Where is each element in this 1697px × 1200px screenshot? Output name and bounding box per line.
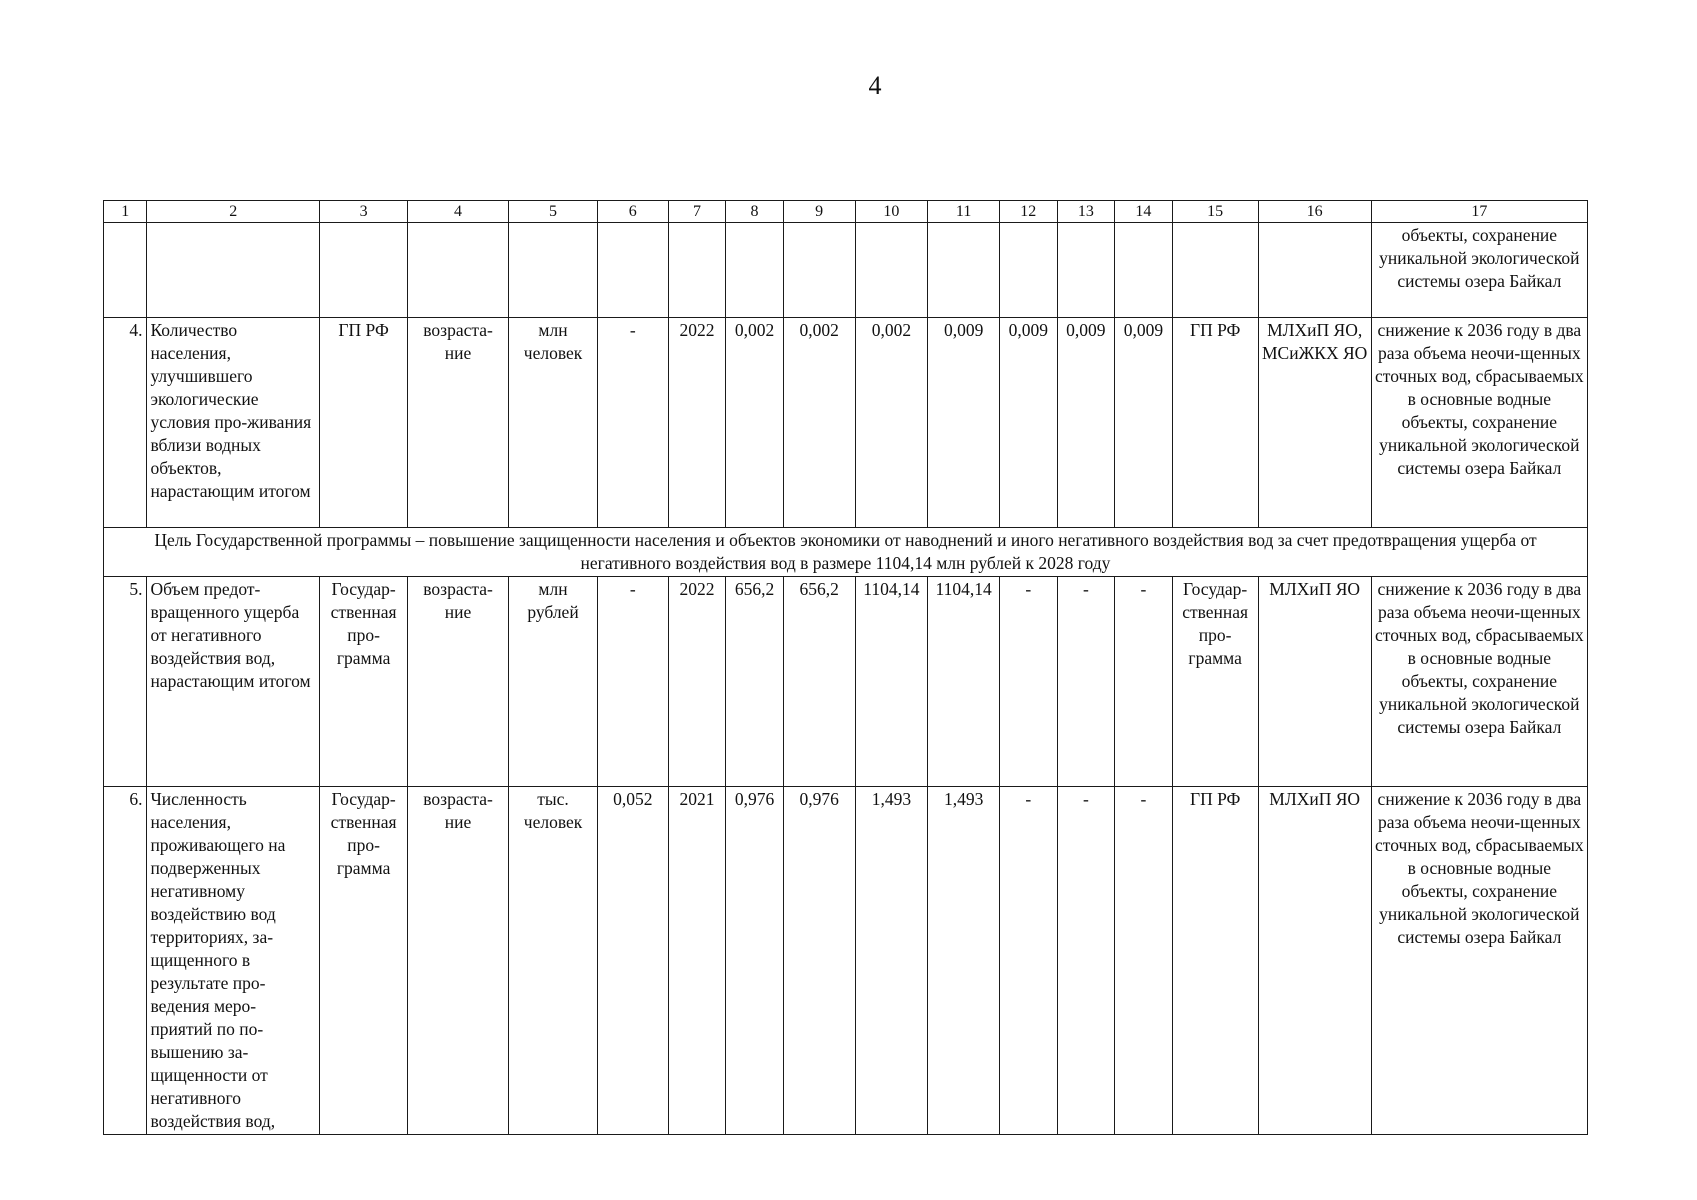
unit-cell: млн человек <box>509 318 598 528</box>
col-header-3: 3 <box>320 201 408 223</box>
value-cell: 1,493 <box>928 787 1000 1135</box>
empty-cell <box>1258 223 1371 318</box>
col-header-10: 10 <box>855 201 928 223</box>
base-value-cell: - <box>597 318 668 528</box>
effect-cell: снижение к 2036 году в два раза объема неочи-щенных сточных вод, сбрасываемых в основные водные объекты, сохранение уникальной экологической системы озера Байкал <box>1371 318 1587 528</box>
empty-cell <box>320 223 408 318</box>
value-cell: 656,2 <box>726 577 784 787</box>
value-cell: - <box>999 577 1057 787</box>
trend-cell: возраста-ние <box>408 318 509 528</box>
value-cell: - <box>1057 577 1115 787</box>
value-cell: 1104,14 <box>855 577 928 787</box>
effect-cell: объекты, сохранение уникальной экологической системы озера Байкал <box>1371 223 1587 318</box>
row-number: 4. <box>104 318 147 528</box>
col-header-17: 17 <box>1371 201 1587 223</box>
value-cell: 0,009 <box>1115 318 1173 528</box>
link-cell: Государ-ственная про-грамма <box>1172 577 1258 787</box>
table-row-continuation <box>104 223 1588 318</box>
value-cell: 0,002 <box>855 318 928 528</box>
indicator-name: Численность населения, проживающего на подверженных негативному воздействию вод территориях, за-щищенного в результате про-ведения меро-приятий по по-вышению за-щищенности от негативного воздействия вод, <box>147 787 320 1135</box>
col-header-4: 4 <box>408 201 509 223</box>
table-row <box>104 577 1588 787</box>
empty-cell <box>726 223 784 318</box>
base-year-cell: 2022 <box>668 318 726 528</box>
empty-cell <box>147 223 320 318</box>
unit-cell: млн рублей <box>509 577 598 787</box>
table-row <box>104 318 1588 528</box>
source-cell: ГП РФ <box>320 318 408 528</box>
empty-cell <box>928 223 1000 318</box>
empty-cell <box>1115 223 1173 318</box>
col-header-1: 1 <box>104 201 147 223</box>
empty-cell <box>1172 223 1258 318</box>
trend-cell: возраста-ние <box>408 787 509 1135</box>
base-value-cell: 0,052 <box>597 787 668 1135</box>
link-cell: ГП РФ <box>1172 787 1258 1135</box>
header-row <box>104 201 1588 223</box>
responsible-cell: МЛХиП ЯО <box>1258 577 1371 787</box>
indicators-table <box>103 200 1588 1135</box>
page-number: 4 <box>868 71 882 100</box>
col-header-15: 15 <box>1172 201 1258 223</box>
value-cell: 0,009 <box>928 318 1000 528</box>
empty-cell <box>1057 223 1115 318</box>
goal-row <box>104 528 1588 577</box>
value-cell: 0,976 <box>783 787 855 1135</box>
value-cell: 0,976 <box>726 787 784 1135</box>
col-header-8: 8 <box>726 201 784 223</box>
empty-cell <box>104 223 147 318</box>
col-header-7: 7 <box>668 201 726 223</box>
unit-cell: тыс. человек <box>509 787 598 1135</box>
indicator-name: Количество населения, улучшившего экологические условия про-живания вблизи водных объектов, нарастающим итогом <box>147 318 320 528</box>
empty-cell <box>999 223 1057 318</box>
base-value-cell: - <box>597 577 668 787</box>
source-cell: Государ-ственная про-грамма <box>320 577 408 787</box>
responsible-cell: МЛХиП ЯО <box>1258 787 1371 1135</box>
value-cell: - <box>1057 787 1115 1135</box>
col-header-6: 6 <box>597 201 668 223</box>
value-cell: 1104,14 <box>928 577 1000 787</box>
row-number: 5. <box>104 577 147 787</box>
empty-cell <box>855 223 928 318</box>
link-cell: ГП РФ <box>1172 318 1258 528</box>
responsible-cell: МЛХиП ЯО, МСиЖКХ ЯО <box>1258 318 1371 528</box>
col-header-5: 5 <box>509 201 598 223</box>
effect-cell: снижение к 2036 году в два раза объема неочи-щенных сточных вод, сбрасываемых в основные водные объекты, сохранение уникальной экологической системы озера Байкал <box>1371 787 1587 1135</box>
col-header-13: 13 <box>1057 201 1115 223</box>
row-number: 6. <box>104 787 147 1135</box>
value-cell: 0,002 <box>783 318 855 528</box>
effect-cell: снижение к 2036 году в два раза объема неочи-щенных сточных вод, сбрасываемых в основные водные объекты, сохранение уникальной экологической системы озера Байкал <box>1371 577 1587 787</box>
value-cell: 0,002 <box>726 318 784 528</box>
trend-cell: возраста-ние <box>408 577 509 787</box>
col-header-14: 14 <box>1115 201 1173 223</box>
col-header-16: 16 <box>1258 201 1371 223</box>
program-goal-text: Цель Государственной программы – повышение защищенности населения и объектов экономики от наводнений и иного негативного воздействия вод за счет предотвращения ущерба от негативного воздействия вод в размере 1104,14 млн рублей к 2028 году <box>104 528 1588 577</box>
source-cell: Государ-ственная про-грамма <box>320 787 408 1135</box>
empty-cell <box>597 223 668 318</box>
value-cell: 1,493 <box>855 787 928 1135</box>
value-cell: 0,009 <box>999 318 1057 528</box>
value-cell: - <box>1115 577 1173 787</box>
empty-cell <box>509 223 598 318</box>
col-header-12: 12 <box>999 201 1057 223</box>
base-year-cell: 2021 <box>668 787 726 1135</box>
base-year-cell: 2022 <box>668 577 726 787</box>
col-header-9: 9 <box>783 201 855 223</box>
table-row <box>104 787 1588 1135</box>
value-cell: - <box>1115 787 1173 1135</box>
value-cell: - <box>999 787 1057 1135</box>
indicator-name: Объем предот-вращенного ущерба от негативного воздействия вод, нарастающим итогом <box>147 577 320 787</box>
col-header-11: 11 <box>928 201 1000 223</box>
value-cell: 656,2 <box>783 577 855 787</box>
col-header-2: 2 <box>147 201 320 223</box>
empty-cell <box>783 223 855 318</box>
empty-cell <box>408 223 509 318</box>
value-cell: 0,009 <box>1057 318 1115 528</box>
empty-cell <box>668 223 726 318</box>
